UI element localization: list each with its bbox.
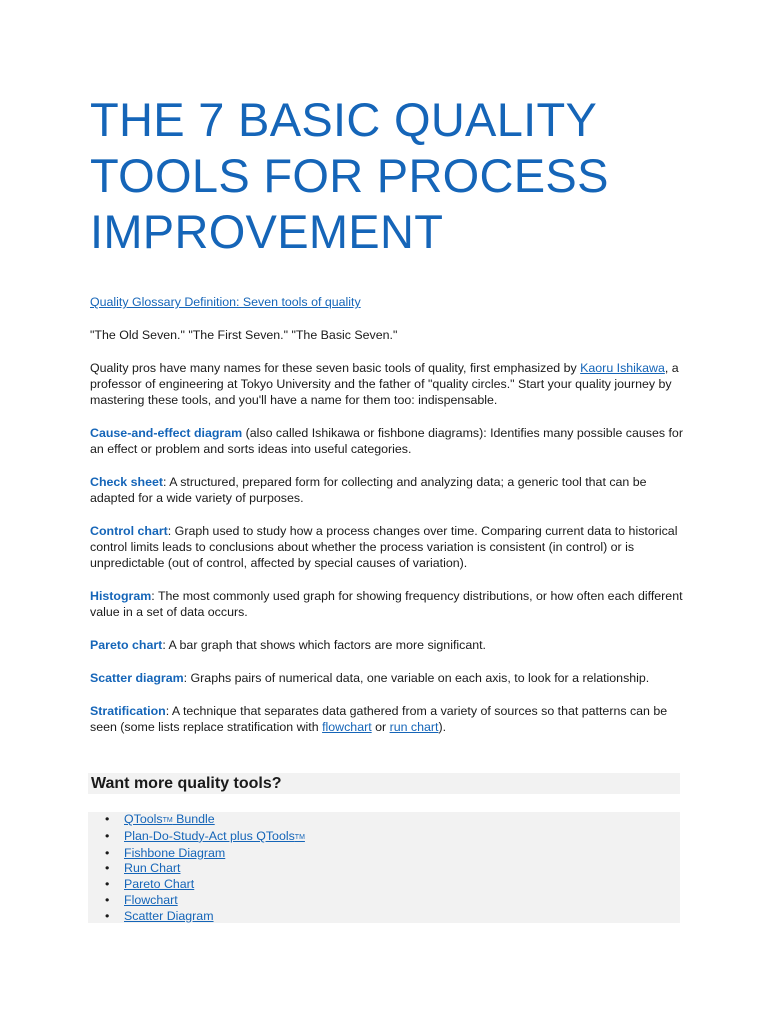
link-label: QTools xyxy=(124,812,163,826)
stratification-middle: or xyxy=(371,720,390,734)
tool-description: : A technique that separates data gathered from a variety of sources so that patterns can be seen (some lists replace stratification with xyxy=(90,704,668,734)
more-tools-list xyxy=(124,812,305,925)
tool-description: (also called Ishikawa or fishbone diagrams): Identifies many possible causes for an effect or problem and sorts ideas into useful categories. xyxy=(90,426,683,456)
tool-description: : Graphs pairs of numerical data, one variable on each axis, to look for a relationship. xyxy=(183,671,650,685)
link-suffix: Bundle xyxy=(172,812,215,826)
tool-description: : A bar graph that shows which factors are more significant. xyxy=(162,638,487,652)
tool-description: : The most commonly used graph for showing frequency distributions, or how often each different value in a set of data occurs. xyxy=(90,589,683,619)
article-body xyxy=(90,294,690,752)
tool-term: Control chart xyxy=(90,524,168,538)
tool-term: Check sheet xyxy=(90,475,164,489)
tool-term: Scatter diagram xyxy=(90,671,184,685)
stratification-end: ). xyxy=(438,720,447,734)
list-item xyxy=(124,846,305,862)
tool-control-chart xyxy=(90,523,690,571)
tool-cause-and-effect xyxy=(90,425,690,457)
more-tools-heading: Want more quality tools? xyxy=(88,773,680,794)
aliases-paragraph: "The Old Seven." "The First Seven." "The Basic Seven." xyxy=(90,328,398,342)
tool-term: Pareto chart xyxy=(90,638,163,652)
title-line-1: THE 7 BASIC QUALITY xyxy=(90,93,598,146)
tool-term: Cause-and-effect diagram xyxy=(90,426,243,440)
tool-stratification xyxy=(90,703,690,735)
run-chart-link[interactable]: run chart xyxy=(389,720,439,734)
glossary-paragraph xyxy=(90,294,690,310)
tool-term: Stratification xyxy=(90,704,166,718)
flowchart-link[interactable]: flowchart xyxy=(322,720,372,734)
tool-term: Histogram xyxy=(90,589,152,603)
list-item xyxy=(124,893,305,909)
tool-scatter-diagram xyxy=(90,670,690,686)
intro-text-before: Quality pros have many names for these seven basic tools of quality, first emphasized by xyxy=(90,361,581,375)
tool-check-sheet xyxy=(90,474,690,506)
title-line-2: TOOLS FOR PROCESS xyxy=(90,149,609,202)
trademark-mark: TM xyxy=(294,833,305,841)
list-item xyxy=(124,812,305,829)
scatter-diagram-link[interactable]: Scatter Diagram xyxy=(124,908,214,923)
tool-description: : A structured, prepared form for collecting and analyzing data; a generic tool that can be adapted for a wide variety of purposes. xyxy=(90,475,647,505)
fishbone-diagram-link[interactable]: Fishbone Diagram xyxy=(124,845,226,860)
pareto-chart-link[interactable]: Pareto Chart xyxy=(124,877,195,892)
list-item xyxy=(124,829,305,846)
tool-description: : Graph used to study how a process changes over time. Comparing current data to historical control limits leads to conclusions about whether the process variation is consistent (in control) or is unpredictable (out of control, affected by special causes of variation). xyxy=(90,524,678,570)
flowchart-list-link[interactable]: Flowchart xyxy=(124,892,178,907)
kaoru-ishikawa-link[interactable]: Kaoru Ishikawa xyxy=(580,361,665,375)
list-item xyxy=(124,909,305,925)
page-title xyxy=(90,92,710,260)
pdsa-qtools-link[interactable] xyxy=(124,829,305,843)
list-item xyxy=(124,877,305,893)
list-item xyxy=(124,861,305,877)
link-label: Plan-Do-Study-Act plus QTools xyxy=(124,828,295,843)
qtools-bundle-link[interactable] xyxy=(124,812,215,826)
tool-histogram xyxy=(90,588,690,620)
trademark-mark: TM xyxy=(162,817,173,824)
intro-text-after: , a professor of engineering at Tokyo University and the father of "quality circles." Start your quality journey by mastering these tools, and you'll have a name for them too: indispensable. xyxy=(90,361,679,407)
title-line-3: IMPROVEMENT xyxy=(90,205,444,258)
tool-pareto-chart xyxy=(90,637,690,653)
run-chart-list-link[interactable]: Run Chart xyxy=(124,861,181,876)
glossary-definition-link[interactable]: Quality Glossary Definition: Seven tools of quality xyxy=(90,295,361,309)
intro-paragraph xyxy=(90,360,690,408)
